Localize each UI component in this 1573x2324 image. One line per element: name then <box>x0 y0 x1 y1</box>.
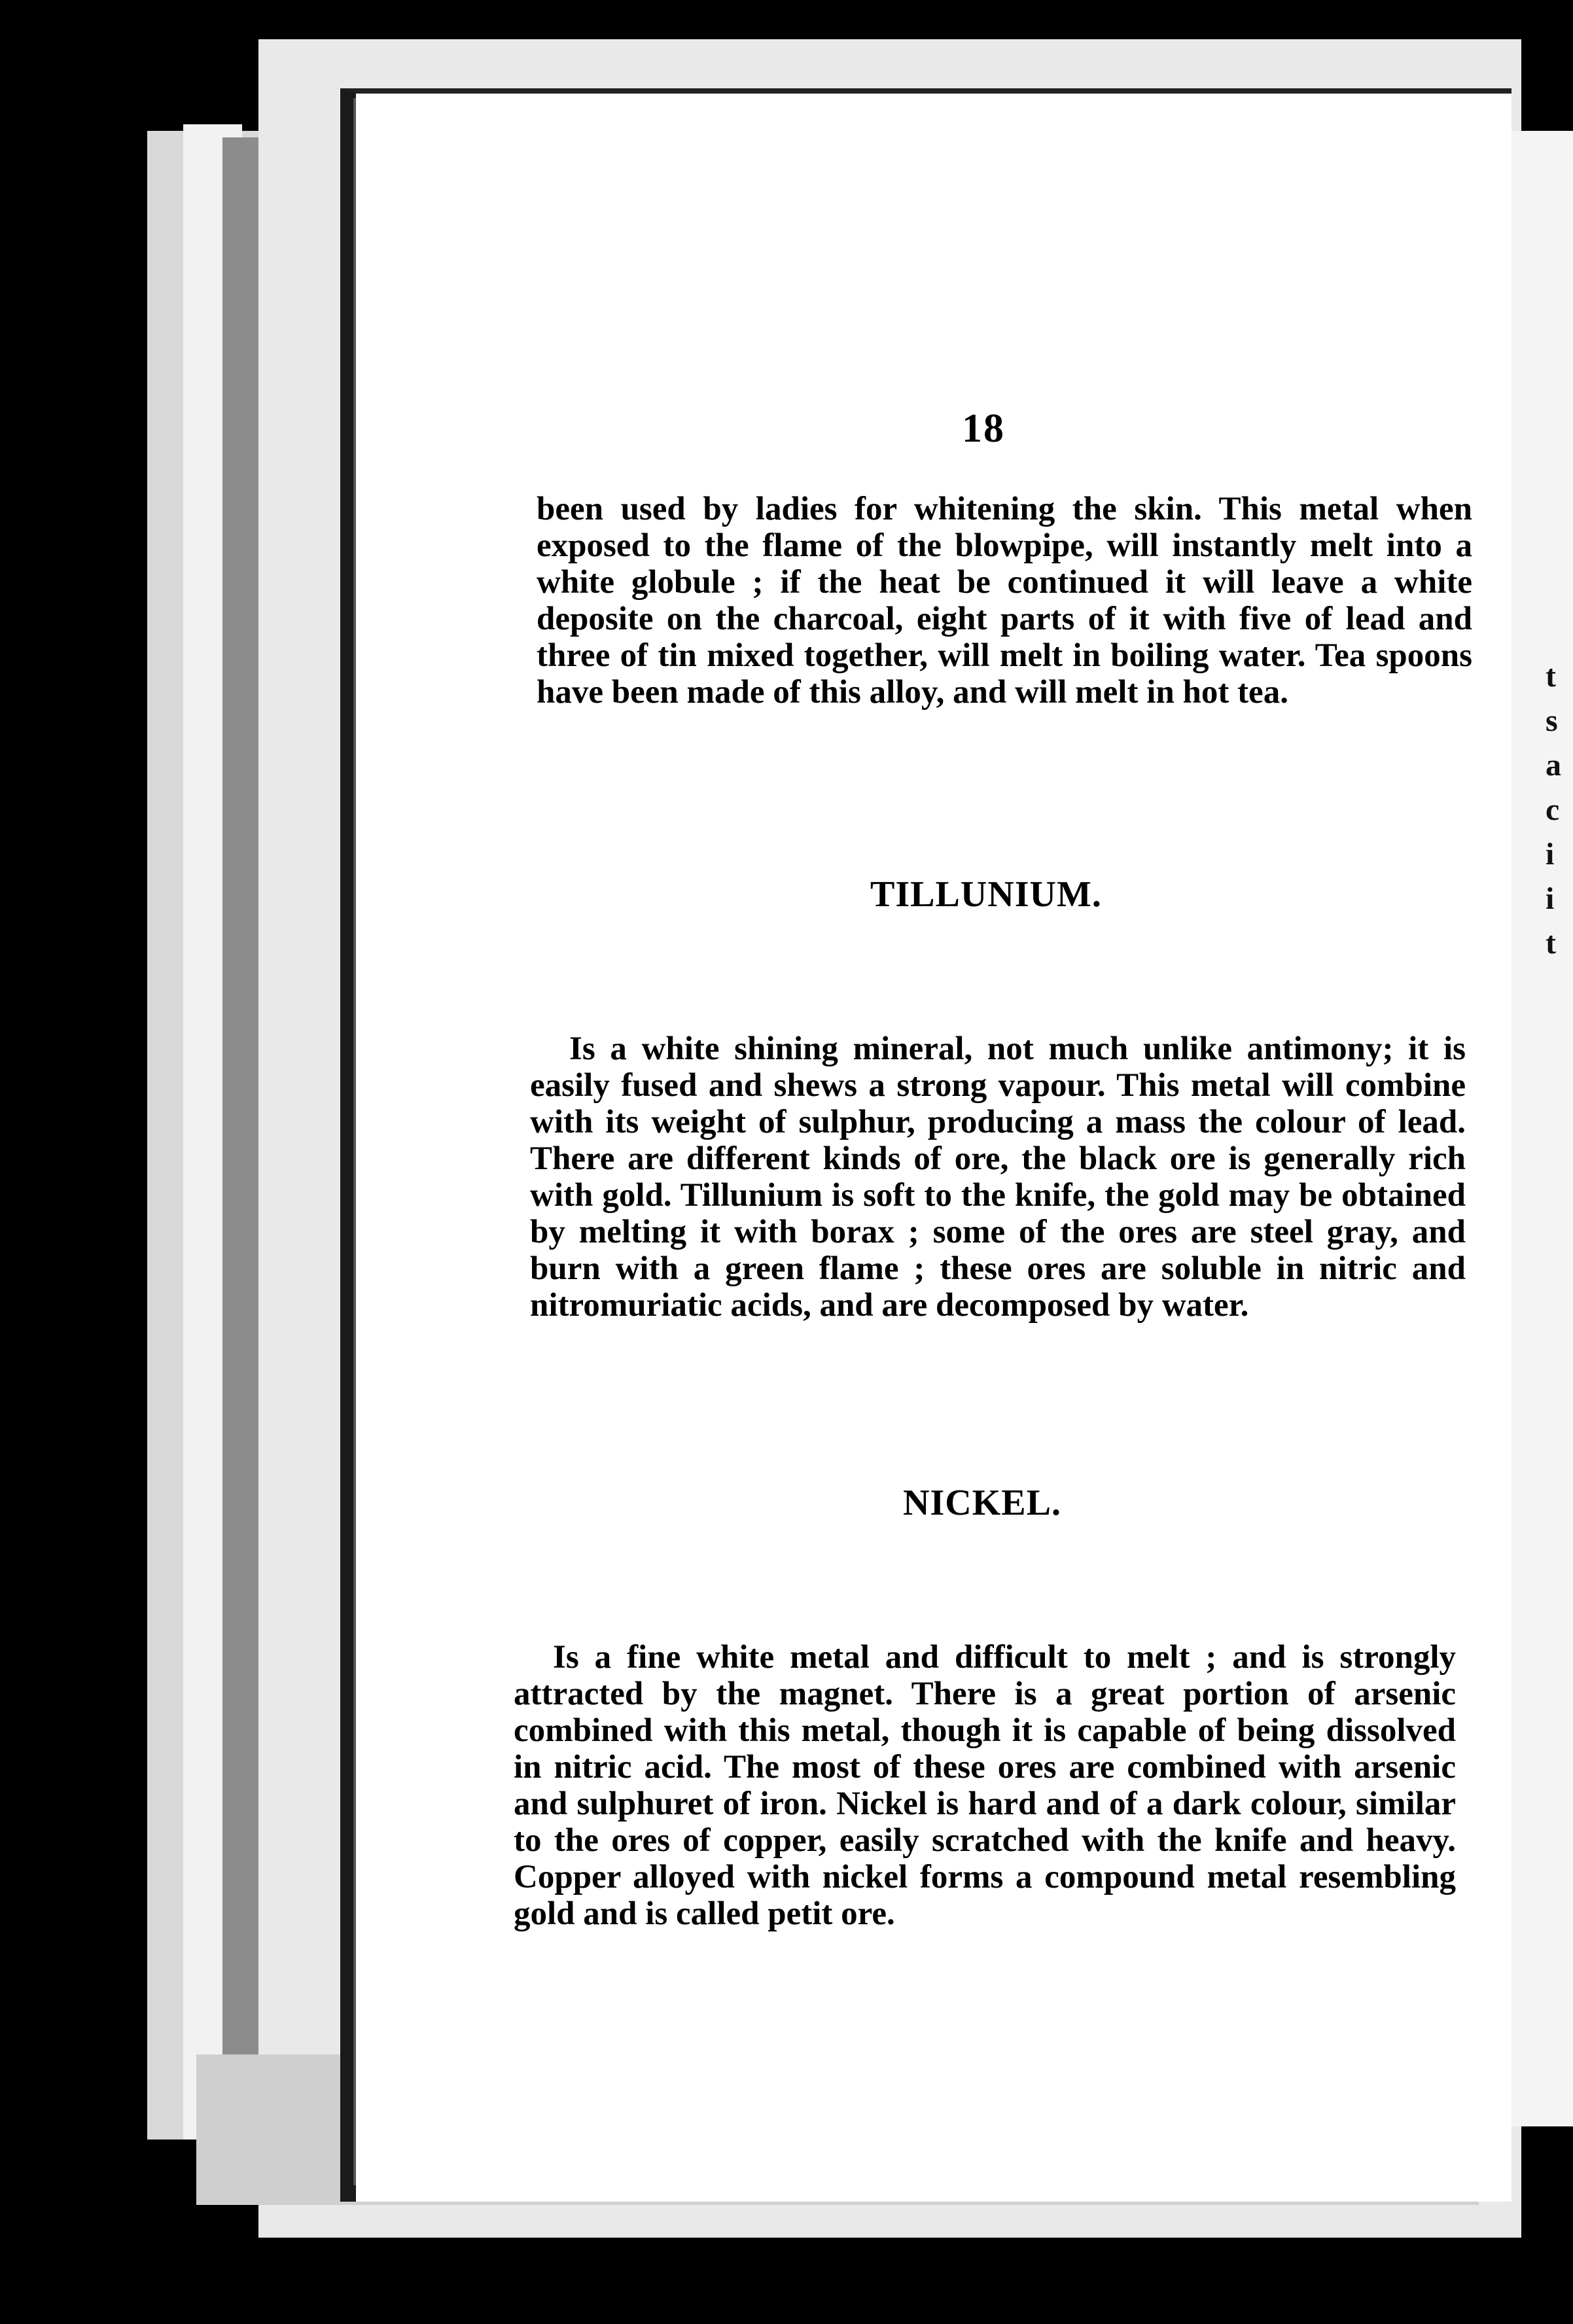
facing-page-edge <box>1505 131 1573 2126</box>
section-heading-tillunium: TILLUNIUM. <box>870 874 1102 915</box>
section-heading-nickel: NICKEL. <box>903 1483 1061 1523</box>
page-gutter-line <box>353 98 356 2185</box>
paragraph-tillunium: Is a white shining mineral, not much unlike antimony; it is easily fused and shews a strong vapour. This metal will combine with its weight of sulphur, producing a mass the colour of lead. There are different kinds of ore, the black ore is generally rich with gold. Tillunium is soft to the knife, the gold may be obtained by melting it with borax ; some of the ores are steel gray, and burn with a green flame ; these ores are soluble in nitric and nitromuriatic acids, and are decomposed by water. <box>530 1030 1466 1324</box>
paragraph-continued: been used by ladies for whitening the skin. This metal when exposed to the flame of the blowpipe, will instantly melt into a white globule ; if the heat be continued it will leave a white deposite on the charcoal, eight parts of it with five of lead and three of tin mixed together, will melt in boiling water. Tea spoons have been made of this alloy, and will melt in hot tea. <box>537 491 1472 711</box>
page-number: 18 <box>962 406 1005 451</box>
facing-page-bleed-text: t s a c i i t <box>1546 659 1561 960</box>
paragraph-nickel: Is a fine white metal and difficult to melt ; and is strongly attracted by the magnet. There is a great portion of arsenic combined with this metal, though it is capable of being dissolved in nitric acid. The most of these ores are combined with arsenic and sulphuret of iron. Nickel is hard and of a dark colour, similar to the ores of copper, easily scratched with the knife and heavy. Copper alloyed with nickel forms a compound metal resembling gold and is called petit ore. <box>514 1639 1456 1932</box>
